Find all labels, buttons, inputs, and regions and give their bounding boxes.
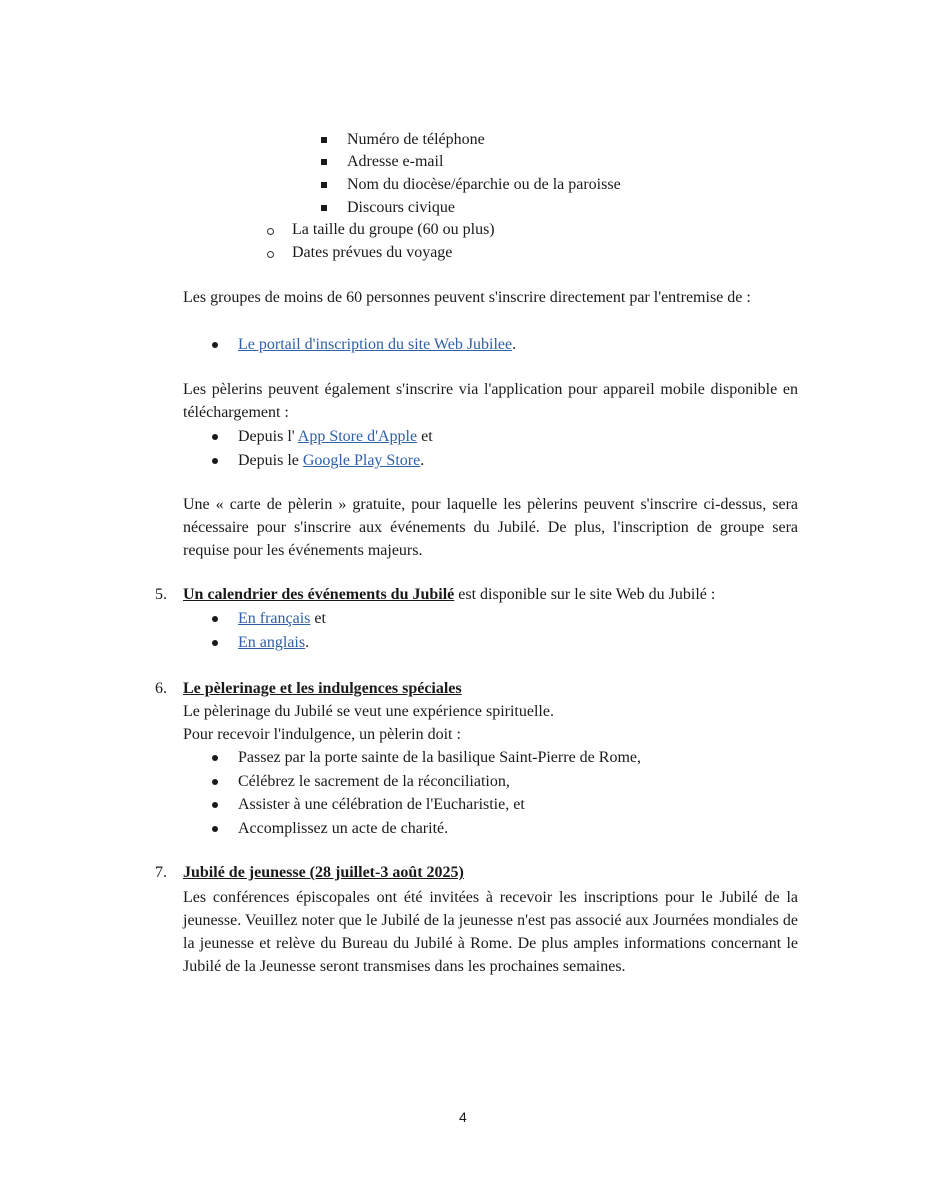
section-number: 7. <box>155 864 167 881</box>
bullet-icon <box>212 342 218 348</box>
square-bullet-icon <box>321 182 327 188</box>
body-text: Pour recevoir l'indulgence, un pèlerin doit : <box>183 726 461 743</box>
mobile-app-paragraph: Les pèlerins peuvent également s'inscrire via l'application pour appareil mobile disponible en téléchargement : <box>183 381 798 421</box>
bullet-icon <box>212 802 218 808</box>
page-number: 4 <box>459 1109 467 1125</box>
square-bullet-icon <box>321 159 327 165</box>
section-number: 5. <box>155 586 167 603</box>
list-item: En anglais. <box>238 634 310 651</box>
square-bullet-icon <box>321 137 327 143</box>
bullet-icon <box>212 755 218 761</box>
english-calendar-link[interactable]: En anglais <box>238 634 306 651</box>
list-item: En français et <box>238 610 326 627</box>
section-heading: Le pèlerinage et les indulgences spéciales <box>183 680 462 697</box>
small-groups-paragraph: Les groupes de moins de 60 personnes peuvent s'inscrire directement par l'entremise de : <box>183 289 751 306</box>
list-item: Depuis l' App Store d'Apple et <box>238 428 433 445</box>
list-item: Adresse e-mail <box>347 153 444 170</box>
section-heading: Jubilé de jeunesse (28 juillet-3 août 2025) <box>183 864 464 881</box>
list-item: Accomplissez un acte de charité. <box>238 820 449 837</box>
body-text: Le pèlerinage du Jubilé se veut une expérience spirituelle. <box>183 703 554 720</box>
google-play-link[interactable]: Google Play Store <box>302 452 421 469</box>
section-5-heading-line: Un calendrier des événements du Jubilé est disponible sur le site Web du Jubilé : <box>183 586 716 603</box>
list-item: Assister à une célébration de l'Eucharistie, et <box>238 796 525 813</box>
bullet-icon <box>212 616 218 622</box>
list-item: Passez par la porte sainte de la basilique Saint-Pierre de Rome, <box>238 749 641 766</box>
section-heading: Un calendrier des événements du Jubilé <box>183 586 455 603</box>
list-item: Depuis le Google Play Store. <box>238 452 425 469</box>
bullet-icon <box>212 640 218 646</box>
registration-portal-link[interactable]: Le portail d'inscription du site Web Jubilee <box>238 336 513 353</box>
list-item: La taille du groupe (60 ou plus) <box>292 221 495 238</box>
bullet-icon <box>212 434 218 440</box>
pilgrim-card-paragraph: Une « carte de pèlerin » gratuite, pour laquelle les pèlerins peuvent s'inscrire ci-dessus, sera nécessaire pour s'inscrire aux événements du Jubilé. De plus, l'inscription de groupe sera requise pour les événements majeurs. <box>183 496 798 559</box>
list-item: Dates prévues du voyage <box>292 244 453 261</box>
french-calendar-link[interactable]: En français <box>238 610 311 627</box>
youth-jubilee-paragraph: Les conférences épiscopales ont été invitées à recevoir les inscriptions pour le Jubilé de la jeunesse. Veuillez noter que le Jubilé de la jeunesse n'est pas associé aux Journées mondiales de la jeunesse et relève du Bureau du Jubilé à Rome. De plus amples informations concernant le Jubilé de la Jeunesse seront transmises dans les prochaines semaines. <box>183 889 798 975</box>
app-store-link[interactable]: App Store d'Apple <box>297 428 418 445</box>
circle-bullet-icon <box>267 228 274 235</box>
circle-bullet-icon <box>267 251 274 258</box>
square-bullet-icon <box>321 205 327 211</box>
bullet-icon <box>212 779 218 785</box>
list-item: Nom du diocèse/éparchie ou de la paroisse <box>347 176 621 193</box>
list-item: Numéro de téléphone <box>347 131 485 148</box>
list-item: Discours civique <box>347 199 455 216</box>
bullet-icon <box>212 826 218 832</box>
list-item: Le portail d'inscription du site Web Jubilee. <box>238 336 517 353</box>
section-number: 6. <box>155 680 167 697</box>
list-item: Célébrez le sacrement de la réconciliation, <box>238 773 510 790</box>
bullet-icon <box>212 458 218 464</box>
